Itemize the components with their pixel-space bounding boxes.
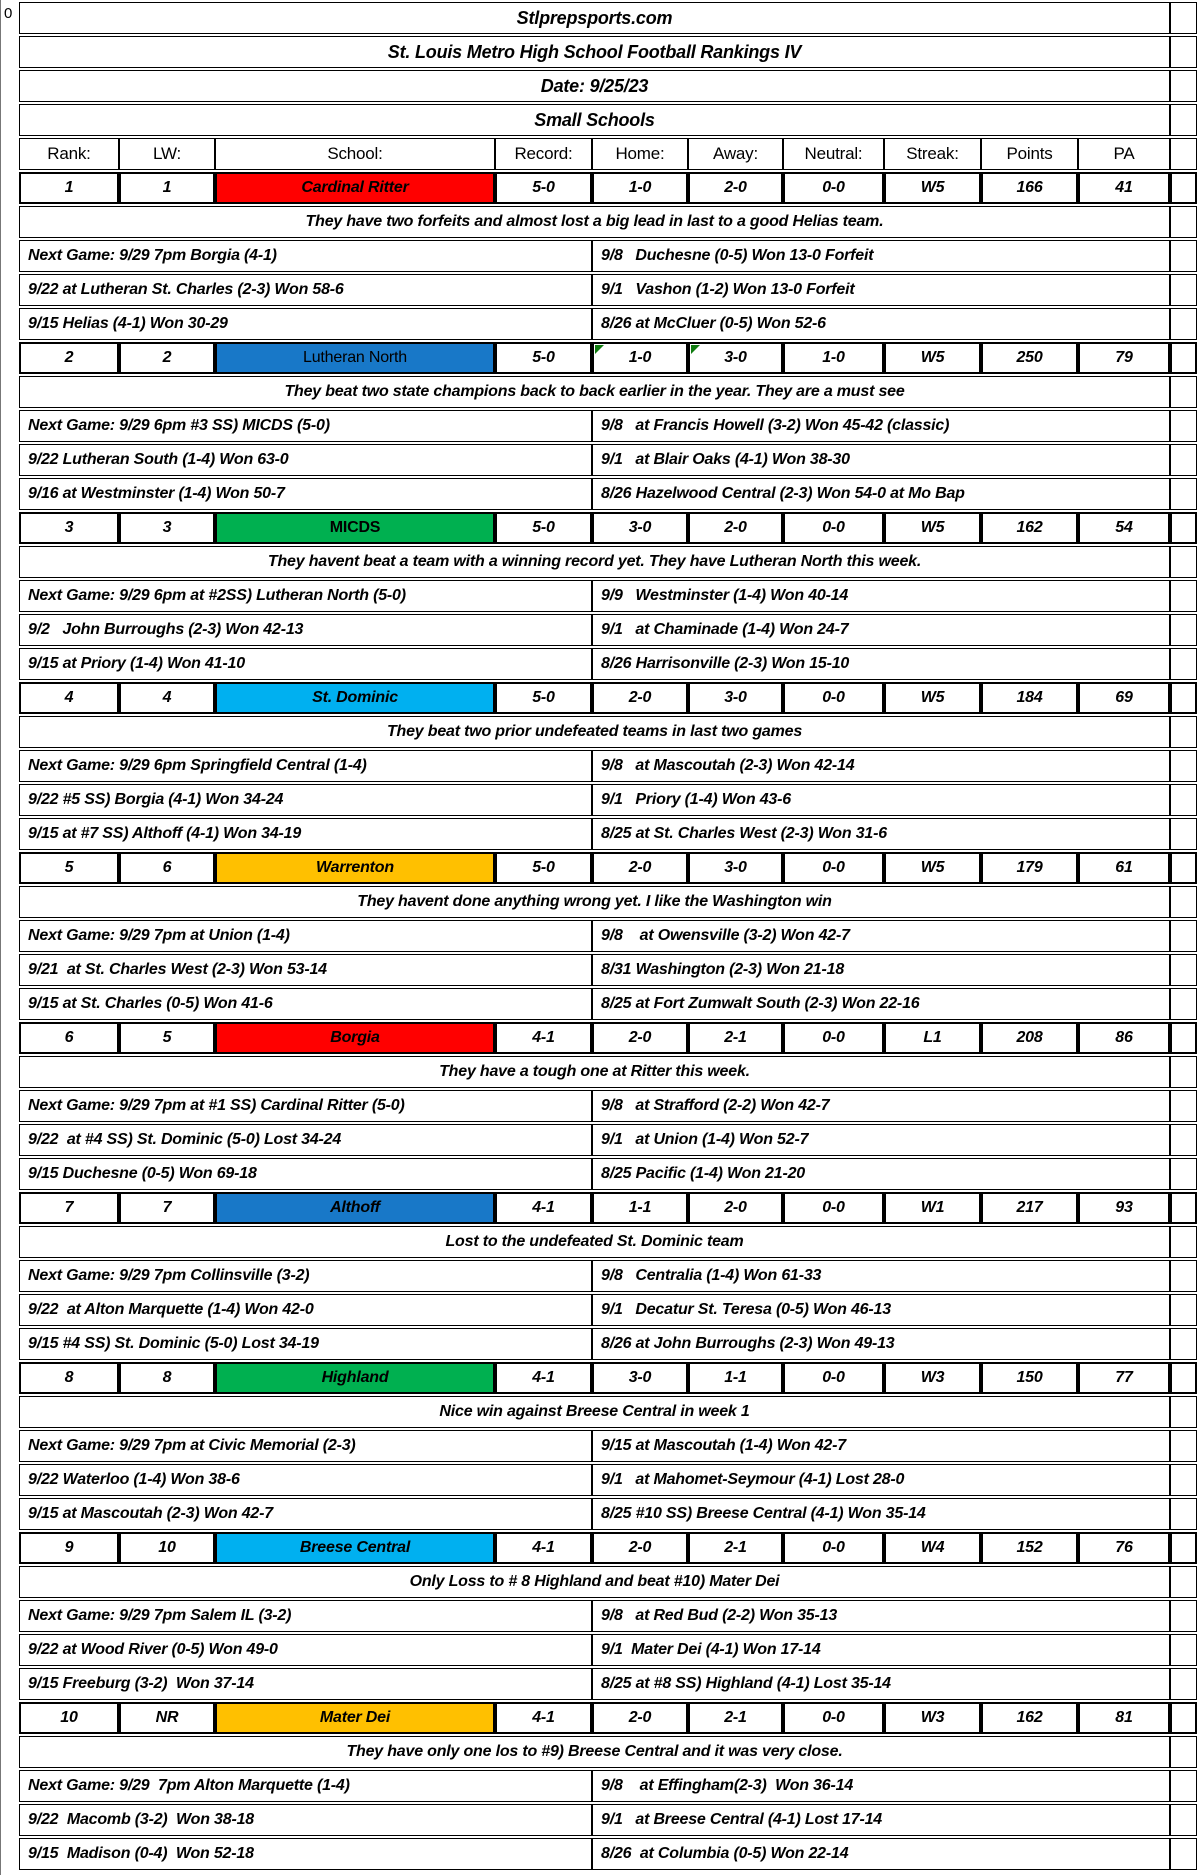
home-cell: 2-0 (592, 1022, 688, 1054)
team-rank-row (19, 1362, 1197, 1394)
school-cell: Lutheran North (215, 342, 495, 374)
past-game-cell: 9/9 Westminster (1-4) Won 40-14 (592, 580, 1170, 612)
record-cell: 5-0 (495, 852, 592, 884)
col-header-rank: Rank: (19, 138, 119, 170)
streak-cell: W5 (884, 682, 981, 714)
team-rank-row (19, 342, 1197, 374)
site-title-row (19, 2, 1197, 34)
game-row (19, 1770, 1197, 1802)
pa-cell: 41 (1078, 172, 1170, 204)
school-cell: Highland (215, 1362, 495, 1394)
team-comment: They havent beat a team with a winning record yet. They have Lutheran North this week. (19, 546, 1170, 578)
past-game-cell: 8/26 Harrisonville (2-3) Won 15-10 (592, 648, 1170, 680)
gutter-cell (1170, 1294, 1197, 1326)
past-game-cell: 9/16 at Westminster (1-4) Won 50-7 (19, 478, 592, 510)
last-week-cell: 4 (119, 682, 215, 714)
next-game-cell: Next Game: 9/29 7pm Collinsville (3-2) (19, 1260, 592, 1292)
past-game-cell: 9/15 #4 SS) St. Dominic (5-0) Lost 34-19 (19, 1328, 592, 1360)
past-game-cell: 9/22 at Lutheran St. Charles (2-3) Won 58-6 (19, 274, 592, 306)
past-game-cell: 8/25 at #8 SS) Highland (4-1) Lost 35-14 (592, 1668, 1170, 1700)
team-comment-row (19, 1736, 1197, 1768)
streak-cell: L1 (884, 1022, 981, 1054)
rank-cell: 5 (19, 852, 119, 884)
past-game-cell: 9/8 Centralia (1-4) Won 61-33 (592, 1260, 1170, 1292)
last-week-cell: 7 (119, 1192, 215, 1224)
team-rank-row (19, 852, 1197, 884)
away-cell: 2-0 (688, 1192, 783, 1224)
home-cell: 1-0 (592, 172, 688, 204)
gutter-cell (1170, 1090, 1197, 1122)
team-comment: Nice win against Breese Central in week 1 (19, 1396, 1170, 1428)
col-header-record: Record: (495, 138, 592, 170)
gutter-cell (1170, 818, 1197, 850)
game-row (19, 1668, 1197, 1700)
school-cell: Mater Dei (215, 1702, 495, 1734)
record-cell: 5-0 (495, 342, 592, 374)
neutral-cell: 0-0 (783, 1192, 884, 1224)
game-row (19, 1600, 1197, 1632)
gutter-cell (1170, 648, 1197, 680)
next-game-cell: Next Game: 9/29 6pm at #2SS) Lutheran North (5-0) (19, 580, 592, 612)
team-comment: They have only one los to #9) Breese Central and it was very close. (19, 1736, 1170, 1768)
past-game-cell: 9/15 at #7 SS) Althoff (4-1) Won 34-19 (19, 818, 592, 850)
gutter-cell (1170, 920, 1197, 952)
past-game-cell: 9/15 Madison (0-4) Won 52-18 (19, 1838, 592, 1870)
past-game-cell: 9/21 at St. Charles West (2-3) Won 53-14 (19, 954, 592, 986)
gutter-cell (1170, 716, 1197, 748)
streak-cell: W5 (884, 512, 981, 544)
past-game-cell: 8/26 at John Burroughs (2-3) Won 49-13 (592, 1328, 1170, 1360)
past-game-cell: 9/1 at Union (1-4) Won 52-7 (592, 1124, 1170, 1156)
team-comment-row (19, 546, 1197, 578)
team-comment: They have a tough one at Ritter this week. (19, 1056, 1170, 1088)
gutter-cell (1170, 1498, 1197, 1530)
gutter-cell (1170, 376, 1197, 408)
record-cell: 5-0 (495, 682, 592, 714)
last-week-cell: 2 (119, 342, 215, 374)
rank-cell: 9 (19, 1532, 119, 1564)
pa-cell: 81 (1078, 1702, 1170, 1734)
past-game-cell: 9/15 at Priory (1-4) Won 41-10 (19, 648, 592, 680)
game-row (19, 1158, 1197, 1190)
rank-cell: 8 (19, 1362, 119, 1394)
team-rank-row (19, 1702, 1197, 1734)
gutter-cell (1170, 954, 1197, 986)
team-blocks (19, 172, 1197, 1870)
past-game-cell: 9/1 at Mahomet-Seymour (4-1) Lost 28-0 (592, 1464, 1170, 1496)
gutter-cell (1170, 750, 1197, 782)
game-row (19, 1464, 1197, 1496)
game-row (19, 444, 1197, 476)
neutral-cell: 0-0 (783, 1362, 884, 1394)
gutter-cell (1170, 580, 1197, 612)
neutral-cell: 1-0 (783, 342, 884, 374)
team-comment: Only Loss to # 8 Highland and beat #10) Mater Dei (19, 1566, 1170, 1598)
neutral-cell: 0-0 (783, 682, 884, 714)
gutter-cell (1170, 886, 1197, 918)
pa-cell: 77 (1078, 1362, 1170, 1394)
gutter-cell (1170, 1430, 1197, 1462)
past-game-cell: 9/8 at Strafford (2-2) Won 42-7 (592, 1090, 1170, 1122)
next-game-cell: Next Game: 9/29 7pm at Civic Memorial (2-3) (19, 1430, 592, 1462)
gutter-cell (1170, 1566, 1197, 1598)
past-game-cell: 9/15 at St. Charles (0-5) Won 41-6 (19, 988, 592, 1020)
rank-cell: 10 (19, 1702, 119, 1734)
gutter-cell (1170, 274, 1197, 306)
past-game-cell: 8/26 at McCluer (0-5) Won 52-6 (592, 308, 1170, 340)
game-row (19, 818, 1197, 850)
away-cell: 2-1 (688, 1532, 783, 1564)
last-week-cell: 3 (119, 512, 215, 544)
past-game-cell: 9/1 at Blair Oaks (4-1) Won 38-30 (592, 444, 1170, 476)
gutter-cell (1170, 444, 1197, 476)
past-game-cell: 8/26 at Columbia (0-5) Won 22-14 (592, 1838, 1170, 1870)
column-header-row (19, 138, 1197, 170)
past-game-cell: 9/1 at Breese Central (4-1) Lost 17-14 (592, 1804, 1170, 1836)
school-cell: Cardinal Ritter (215, 172, 495, 204)
gutter-cell (1170, 70, 1197, 102)
gutter-cell (1170, 1158, 1197, 1190)
team-comment: Lost to the undefeated St. Dominic team (19, 1226, 1170, 1258)
game-row (19, 1328, 1197, 1360)
neutral-cell: 0-0 (783, 1022, 884, 1054)
game-row (19, 954, 1197, 986)
past-game-cell: 9/1 Decatur St. Teresa (0-5) Won 46-13 (592, 1294, 1170, 1326)
past-game-cell: 9/22 at #4 SS) St. Dominic (5-0) Lost 34-24 (19, 1124, 592, 1156)
game-row (19, 1838, 1197, 1870)
school-cell: St. Dominic (215, 682, 495, 714)
team-rank-row (19, 1022, 1197, 1054)
streak-cell: W4 (884, 1532, 981, 1564)
division-label: Small Schools (19, 104, 1170, 136)
points-cell: 250 (981, 342, 1078, 374)
pa-cell: 86 (1078, 1022, 1170, 1054)
rank-cell: 1 (19, 172, 119, 204)
streak-cell: W3 (884, 1362, 981, 1394)
game-row (19, 988, 1197, 1020)
points-cell: 217 (981, 1192, 1078, 1224)
gutter-cell (1170, 988, 1197, 1020)
gutter-cell (1170, 410, 1197, 442)
past-game-cell: 8/25 at Fort Zumwalt South (2-3) Won 22-16 (592, 988, 1170, 1020)
gutter-cell (1170, 1022, 1197, 1054)
game-row (19, 1090, 1197, 1122)
team-rank-row (19, 1532, 1197, 1564)
neutral-cell: 0-0 (783, 172, 884, 204)
gutter-cell (1170, 308, 1197, 340)
school-cell: Warrenton (215, 852, 495, 884)
game-row (19, 614, 1197, 646)
gutter-cell (1170, 1226, 1197, 1258)
game-row (19, 1498, 1197, 1530)
team-comment-row (19, 1226, 1197, 1258)
rank-cell: 3 (19, 512, 119, 544)
game-row (19, 1294, 1197, 1326)
gutter-cell (1170, 1328, 1197, 1360)
next-game-cell: Next Game: 9/29 6pm Springfield Central (1-4) (19, 750, 592, 782)
away-cell: 2-1 (688, 1702, 783, 1734)
gutter-cell (1170, 2, 1197, 34)
rank-cell: 4 (19, 682, 119, 714)
team-comment-row (19, 1056, 1197, 1088)
pa-cell: 69 (1078, 682, 1170, 714)
col-header-points: Points (981, 138, 1078, 170)
gutter-cell (1170, 682, 1197, 714)
col-header-lw: LW: (119, 138, 215, 170)
game-row (19, 308, 1197, 340)
past-game-cell: 9/8 at Francis Howell (3-2) Won 45-42 (classic) (592, 410, 1170, 442)
record-cell: 5-0 (495, 512, 592, 544)
next-game-cell: Next Game: 9/29 7pm Borgia (4-1) (19, 240, 592, 272)
next-game-cell: Next Game: 9/29 6pm #3 SS) MICDS (5-0) (19, 410, 592, 442)
past-game-cell: 9/22 #5 SS) Borgia (4-1) Won 34-24 (19, 784, 592, 816)
next-game-cell: Next Game: 9/29 7pm at #1 SS) Cardinal Ritter (5-0) (19, 1090, 592, 1122)
points-cell: 162 (981, 512, 1078, 544)
gutter-cell (1170, 342, 1197, 374)
gutter-cell (1170, 614, 1197, 646)
home-cell: 1-0 (592, 342, 688, 374)
past-game-cell: 9/22 Macomb (3-2) Won 38-18 (19, 1804, 592, 1836)
team-comment-row (19, 1566, 1197, 1598)
gutter-cell (1170, 852, 1197, 884)
col-header-neutral: Neutral: (783, 138, 884, 170)
past-game-cell: 9/2 John Burroughs (2-3) Won 42-13 (19, 614, 592, 646)
rankings-title: St. Louis Metro High School Football Rankings IV (19, 36, 1170, 68)
past-game-cell: 9/1 Priory (1-4) Won 43-6 (592, 784, 1170, 816)
rank-cell: 2 (19, 342, 119, 374)
past-game-cell: 9/22 Waterloo (1-4) Won 38-6 (19, 1464, 592, 1496)
team-rank-row (19, 682, 1197, 714)
past-game-cell: 9/1 Vashon (1-2) Won 13-0 Forfeit (592, 274, 1170, 306)
gutter-cell (1170, 172, 1197, 204)
home-cell: 3-0 (592, 1362, 688, 1394)
team-comment-row (19, 716, 1197, 748)
rankings-table (19, 2, 1197, 1872)
rank-cell: 6 (19, 1022, 119, 1054)
past-game-cell: 8/25 at St. Charles West (2-3) Won 31-6 (592, 818, 1170, 850)
last-week-cell: 8 (119, 1362, 215, 1394)
neutral-cell: 0-0 (783, 852, 884, 884)
gutter-cell (1170, 512, 1197, 544)
pa-cell: 76 (1078, 1532, 1170, 1564)
record-cell: 5-0 (495, 172, 592, 204)
gutter-cell (1170, 1634, 1197, 1666)
gutter-cell (1170, 1702, 1197, 1734)
streak-cell: W1 (884, 1192, 981, 1224)
past-game-cell: 8/25 Pacific (1-4) Won 21-20 (592, 1158, 1170, 1190)
away-cell: 3-0 (688, 682, 783, 714)
neutral-cell: 0-0 (783, 1702, 884, 1734)
gutter-cell (1170, 1056, 1197, 1088)
away-cell: 2-0 (688, 512, 783, 544)
home-cell: 3-0 (592, 512, 688, 544)
past-game-cell: 9/15 at Mascoutah (1-4) Won 42-7 (592, 1430, 1170, 1462)
division-row (19, 104, 1197, 136)
past-game-cell: 9/8 at Owensville (3-2) Won 42-7 (592, 920, 1170, 952)
gutter-cell (1170, 1736, 1197, 1768)
gutter-cell (1170, 1260, 1197, 1292)
site-title: Stlprepsports.com (19, 2, 1170, 34)
streak-cell: W3 (884, 1702, 981, 1734)
game-row (19, 1430, 1197, 1462)
game-row (19, 1124, 1197, 1156)
away-cell: 2-0 (688, 172, 783, 204)
record-cell: 4-1 (495, 1532, 592, 1564)
past-game-cell: 9/8 at Effingham(2-3) Won 36-14 (592, 1770, 1170, 1802)
points-cell: 162 (981, 1702, 1078, 1734)
gutter-cell (1170, 1668, 1197, 1700)
team-comment: They beat two state champions back to back earlier in the year. They are a must see (19, 376, 1170, 408)
game-row (19, 1260, 1197, 1292)
last-week-cell: 6 (119, 852, 215, 884)
record-cell: 4-1 (495, 1192, 592, 1224)
neutral-cell: 0-0 (783, 1532, 884, 1564)
next-game-cell: Next Game: 9/29 7pm Salem IL (3-2) (19, 1600, 592, 1632)
away-cell: 2-1 (688, 1022, 783, 1054)
gutter-cell (1170, 1770, 1197, 1802)
team-comment-row (19, 886, 1197, 918)
points-cell: 184 (981, 682, 1078, 714)
team-comment-row (19, 206, 1197, 238)
away-cell: 3-0 (688, 342, 783, 374)
past-game-cell: 9/22 at Wood River (0-5) Won 49-0 (19, 1634, 592, 1666)
col-header-streak: Streak: (884, 138, 981, 170)
past-game-cell: 9/8 at Mascoutah (2-3) Won 42-14 (592, 750, 1170, 782)
game-row (19, 580, 1197, 612)
date-row (19, 70, 1197, 102)
past-game-cell: 9/15 Duchesne (0-5) Won 69-18 (19, 1158, 592, 1190)
past-game-cell: 9/1 at Chaminade (1-4) Won 24-7 (592, 614, 1170, 646)
school-cell: Breese Central (215, 1532, 495, 1564)
team-comment: They havent done anything wrong yet. I like the Washington win (19, 886, 1170, 918)
gutter-cell (1170, 206, 1197, 238)
pa-cell: 54 (1078, 512, 1170, 544)
away-cell: 1-1 (688, 1362, 783, 1394)
points-cell: 208 (981, 1022, 1078, 1054)
last-week-cell: 1 (119, 172, 215, 204)
game-row (19, 1634, 1197, 1666)
game-row (19, 784, 1197, 816)
gutter-cell (1170, 104, 1197, 136)
home-cell: 1-1 (592, 1192, 688, 1224)
last-week-cell: 5 (119, 1022, 215, 1054)
points-cell: 179 (981, 852, 1078, 884)
team-comment-row (19, 1396, 1197, 1428)
game-row (19, 648, 1197, 680)
past-game-cell: 8/26 Hazelwood Central (2-3) Won 54-0 at Mo Bap (592, 478, 1170, 510)
game-row (19, 1804, 1197, 1836)
game-row (19, 750, 1197, 782)
team-rank-row (19, 512, 1197, 544)
col-header-pa: PA (1078, 138, 1170, 170)
gutter-cell (1170, 784, 1197, 816)
team-comment: They have two forfeits and almost lost a big lead in last to a good Helias team. (19, 206, 1170, 238)
streak-cell: W5 (884, 852, 981, 884)
gutter-cell (1170, 240, 1197, 272)
gutter-cell (1170, 1362, 1197, 1394)
gutter-cell (1170, 1600, 1197, 1632)
past-game-cell: 9/15 at Mascoutah (2-3) Won 42-7 (19, 1498, 592, 1530)
away-cell: 3-0 (688, 852, 783, 884)
team-rank-row (19, 1192, 1197, 1224)
past-game-cell: 9/8 Duchesne (0-5) Won 13-0 Forfeit (592, 240, 1170, 272)
last-week-cell: 10 (119, 1532, 215, 1564)
gutter-cell (1170, 1804, 1197, 1836)
gutter-cell (1170, 1838, 1197, 1870)
gutter-cell (1170, 1464, 1197, 1496)
game-row (19, 274, 1197, 306)
gutter-cell (1170, 36, 1197, 68)
past-game-cell: 8/31 Washington (2-3) Won 21-18 (592, 954, 1170, 986)
game-row (19, 920, 1197, 952)
gutter-cell (1170, 1532, 1197, 1564)
school-cell: Althoff (215, 1192, 495, 1224)
past-game-cell: 9/8 at Red Bud (2-2) Won 35-13 (592, 1600, 1170, 1632)
record-cell: 4-1 (495, 1702, 592, 1734)
game-row (19, 240, 1197, 272)
pa-cell: 79 (1078, 342, 1170, 374)
points-cell: 150 (981, 1362, 1078, 1394)
school-cell: Borgia (215, 1022, 495, 1054)
rankings-title-row (19, 36, 1197, 68)
home-cell: 2-0 (592, 852, 688, 884)
past-game-cell: 9/22 Lutheran South (1-4) Won 63-0 (19, 444, 592, 476)
streak-cell: W5 (884, 342, 981, 374)
col-header-away: Away: (688, 138, 783, 170)
gutter-cell (1170, 478, 1197, 510)
gutter-cell (1170, 1396, 1197, 1428)
school-cell: MICDS (215, 512, 495, 544)
col-header-school: School: (215, 138, 495, 170)
past-game-cell: 9/15 Helias (4-1) Won 30-29 (19, 308, 592, 340)
points-cell: 166 (981, 172, 1078, 204)
pa-cell: 93 (1078, 1192, 1170, 1224)
col-header-home: Home: (592, 138, 688, 170)
gutter-cell (1170, 546, 1197, 578)
row-number-label: 0 (4, 5, 13, 22)
pa-cell: 61 (1078, 852, 1170, 884)
rank-cell: 7 (19, 1192, 119, 1224)
gutter-cell (1170, 138, 1197, 170)
home-cell: 2-0 (592, 682, 688, 714)
game-row (19, 410, 1197, 442)
past-game-cell: 9/22 at Alton Marquette (1-4) Won 42-0 (19, 1294, 592, 1326)
past-game-cell: 9/15 Freeburg (3-2) Won 37-14 (19, 1668, 592, 1700)
gutter-cell (1170, 1124, 1197, 1156)
home-cell: 2-0 (592, 1702, 688, 1734)
last-week-cell: NR (119, 1702, 215, 1734)
game-row (19, 478, 1197, 510)
points-cell: 152 (981, 1532, 1078, 1564)
streak-cell: W5 (884, 172, 981, 204)
date-label: Date: 9/25/23 (19, 70, 1170, 102)
record-cell: 4-1 (495, 1362, 592, 1394)
next-game-cell: Next Game: 9/29 7pm at Union (1-4) (19, 920, 592, 952)
team-comment-row (19, 376, 1197, 408)
past-game-cell: 9/1 Mater Dei (4-1) Won 17-14 (592, 1634, 1170, 1666)
neutral-cell: 0-0 (783, 512, 884, 544)
next-game-cell: Next Game: 9/29 7pm Alton Marquette (1-4) (19, 1770, 592, 1802)
past-game-cell: 8/25 #10 SS) Breese Central (4-1) Won 35-14 (592, 1498, 1170, 1530)
home-cell: 2-0 (592, 1532, 688, 1564)
team-comment: They beat two prior undefeated teams in last two games (19, 716, 1170, 748)
gutter-cell (1170, 1192, 1197, 1224)
record-cell: 4-1 (495, 1022, 592, 1054)
team-rank-row (19, 172, 1197, 204)
